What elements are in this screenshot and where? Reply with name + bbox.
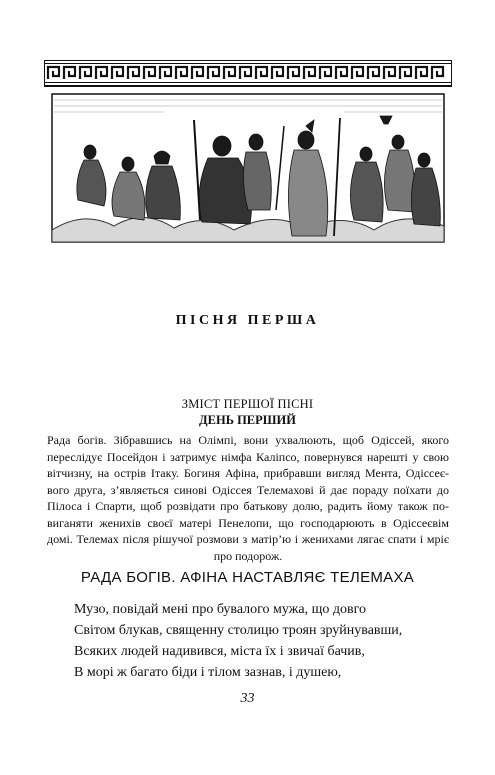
verse-line: Музо, повідай мені про бувалого мужа, що довго	[74, 602, 367, 617]
summary-heading: ЗМІСТ ПЕРШОЇ ПІСНІ	[181, 397, 314, 411]
summary-paragraph: Рада богів. Зібравшись на Олімпі, вони ухвалюють, щоб Одіссей, якого переслідує Посейдон і затримує німфа Каліпсо, повернувся нарешті у свою вітчизну, на острів Ітаку. Богиня Афіна, прибравши вигляд Мента, Одіссеєвого друга, з’являється синові Одіссея Телемахові й дає пораду поїхати до Пілоса і Спарти, щоб розвідати про батькову долю, радить йому також повиганяти женихів своєї матері Пенелопи, що господарюють в Одіссеєвім домі. Телемах після рішучої розмови з матір’ю і женихами лягає спати і мріє про подорож.	[47, 433, 449, 563]
section-title: РАДА БОГІВ. АФІНА НАСТАВЛЯЄ ТЕЛЕМАХА	[80, 569, 415, 586]
page-number: 33	[240, 691, 255, 706]
song-title: ПІСНЯ ПЕРША	[175, 313, 320, 328]
engraving-gods-council-illustration	[44, 60, 452, 246]
greek-key-frieze-icon	[44, 60, 452, 86]
verse-line: В морі ж багато біди і тілом зазнав, і душею,	[74, 665, 342, 680]
summary-day: ДЕНЬ ПЕРШИЙ	[199, 413, 296, 427]
verse-line: Світом блукав, священну столицю троян зруйнувавши,	[74, 623, 403, 638]
poem-verses	[74, 599, 474, 683]
verse-line: Всяких людей надивився, міста їх і звичаї бачив,	[74, 644, 365, 659]
